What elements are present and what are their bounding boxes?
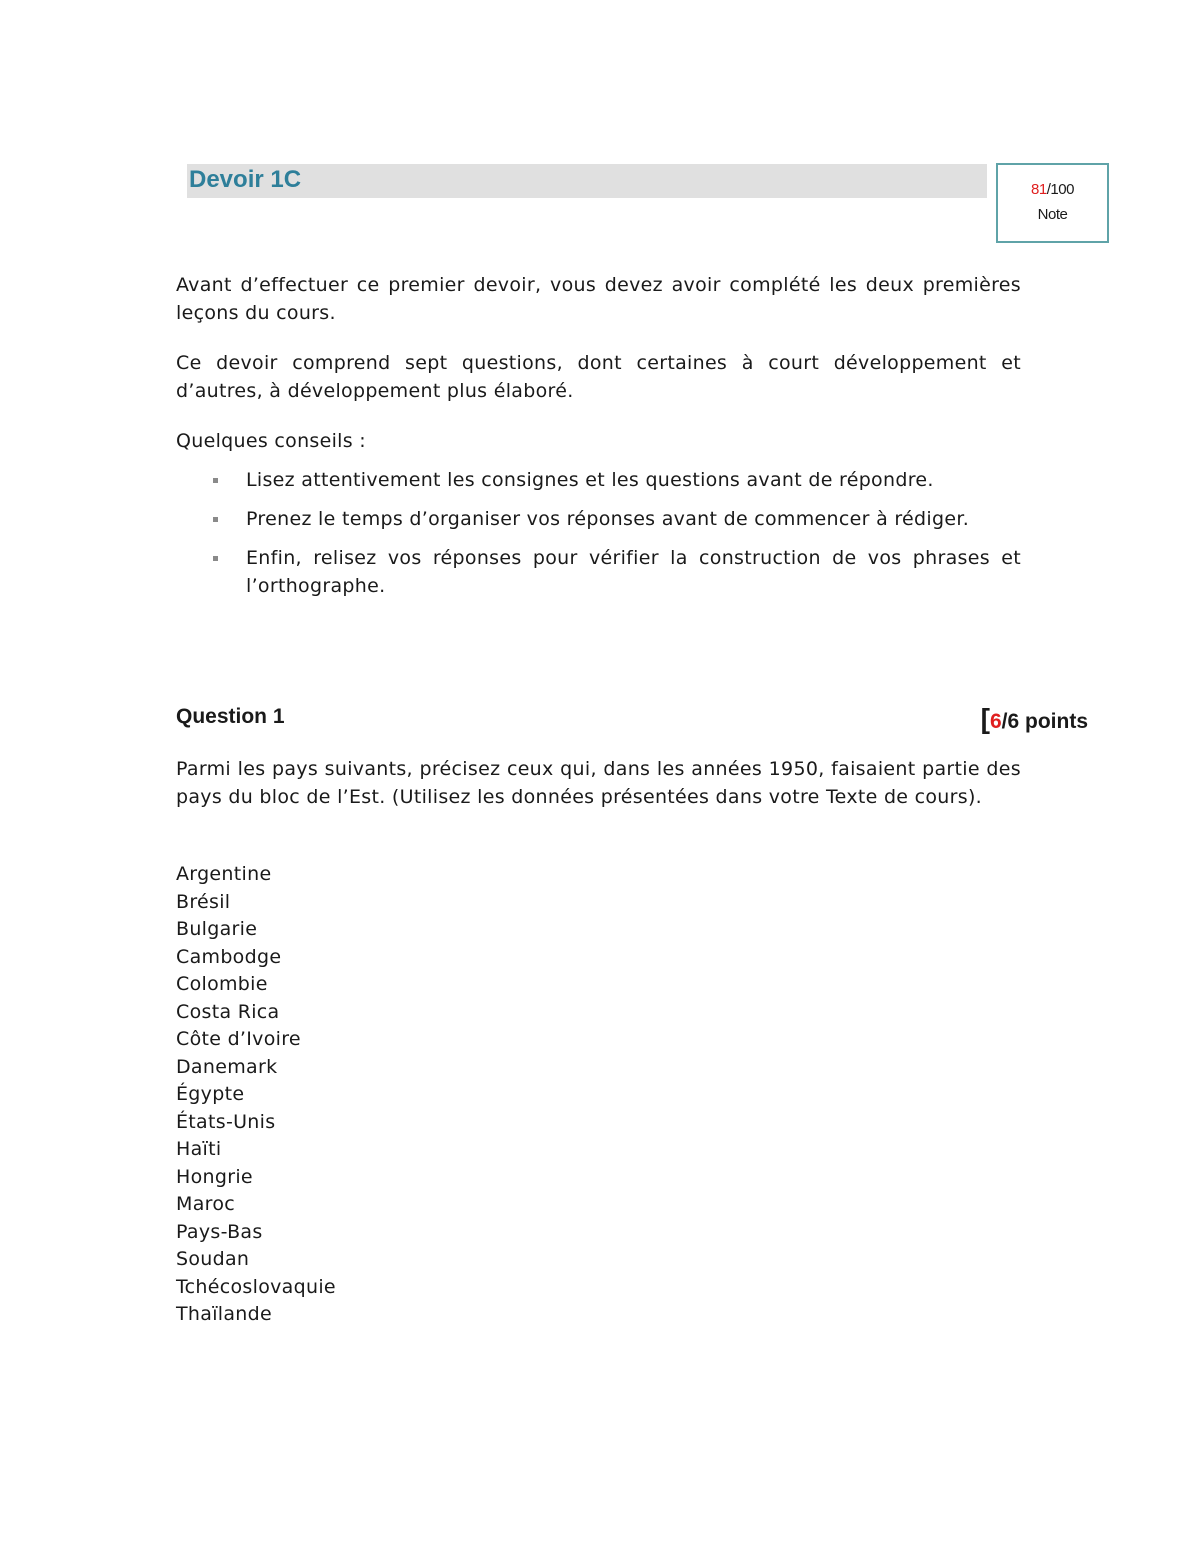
list-item xyxy=(176,544,1021,600)
question-title: Question 1 xyxy=(176,705,285,728)
list-item: Colombie xyxy=(176,973,268,995)
question-1-header xyxy=(176,703,1088,733)
tip-text: Enfin, relisez vos réponses pour vérifier la construction de vos phrases et l’orthographe. xyxy=(246,547,1021,597)
list-item: Argentine xyxy=(176,863,272,885)
list-item: Thaïlande xyxy=(176,1303,272,1325)
points-score: 6 xyxy=(989,710,1002,733)
list-item: Hongrie xyxy=(176,1165,253,1188)
points-bracket: [ xyxy=(980,703,990,734)
grade-line xyxy=(998,181,1107,198)
list-item: Pays-Bas xyxy=(176,1220,263,1243)
grade-box xyxy=(996,163,1109,243)
list-item: Soudan xyxy=(176,1248,250,1270)
tip-text: Lisez attentivement les consignes et les questions avant de répondre. xyxy=(246,469,934,491)
intro-section xyxy=(176,271,1021,611)
grade-score: 81 xyxy=(1031,181,1047,198)
tips-list xyxy=(176,466,1021,600)
square-bullet-icon xyxy=(213,517,218,522)
list-item: Tchécoslovaquie xyxy=(176,1275,336,1298)
points-total: /6 points xyxy=(1001,710,1088,733)
list-item: États-Unis xyxy=(176,1110,276,1133)
question-points xyxy=(981,703,1088,735)
list-item: Égypte xyxy=(176,1083,245,1105)
list-item xyxy=(176,466,1021,494)
list-item: Cambodge xyxy=(176,945,282,968)
grade-total: /100 xyxy=(1046,181,1074,198)
question-prompt: Parmi les pays suivants, précisez ceux qui, dans les années 1950, faisaient partie des pays du bloc de l’Est. (Utilisez les données présentées dans votre Texte de cours). xyxy=(176,758,1021,808)
list-item: Haïti xyxy=(176,1138,222,1160)
intro-paragraph: Avant d’effectuer ce premier devoir, vous devez avoir complété les deux premières leçons du cours. xyxy=(176,274,1021,324)
country-list xyxy=(176,861,336,1329)
list-item: Maroc xyxy=(176,1193,236,1215)
list-item: Bulgarie xyxy=(176,918,258,940)
list-item: Côte d’Ivoire xyxy=(176,1028,301,1050)
list-item: Brésil xyxy=(176,890,231,913)
tip-text: Prenez le temps d’organiser vos réponses avant de commencer à rédiger. xyxy=(246,508,970,530)
square-bullet-icon xyxy=(213,478,218,483)
square-bullet-icon xyxy=(213,556,218,561)
grade-label: Note xyxy=(1037,206,1068,223)
intro-paragraph: Ce devoir comprend sept questions, dont certaines à court développement et d’autres, à développement plus élaboré. xyxy=(176,352,1021,402)
list-item xyxy=(176,505,1021,533)
tips-heading: Quelques conseils : xyxy=(176,430,366,452)
title-bar xyxy=(187,164,987,198)
list-item: Danemark xyxy=(176,1055,278,1078)
page-title: Devoir 1C xyxy=(189,166,302,193)
list-item: Costa Rica xyxy=(176,1000,280,1023)
